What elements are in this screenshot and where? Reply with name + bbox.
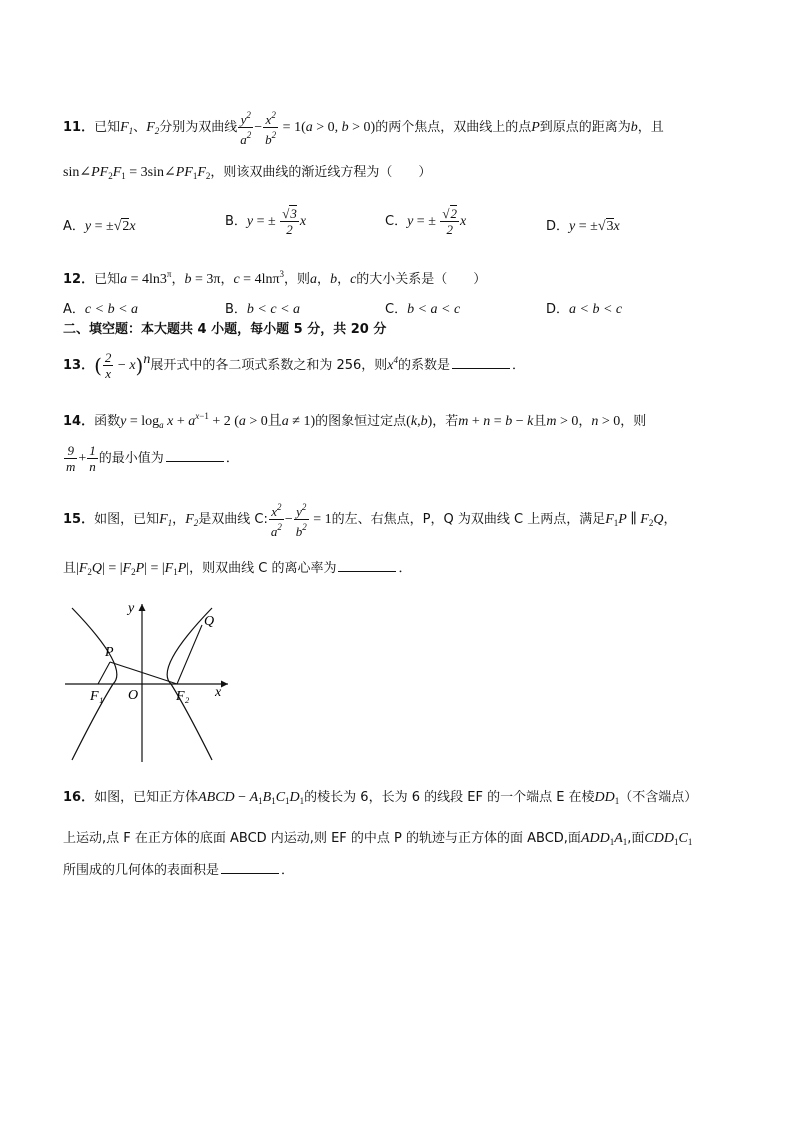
section-heading: 二、填空题：本大题共 4 小题，每小题 5 分，共 20 分 xyxy=(63,322,387,337)
q12-option-d: D．a < b < c xyxy=(546,302,623,317)
q13-line1: 13．( $\frac{2}{x}$ − x)$^n$展开式中的各二项式系数之和为 256，则$x^4$的系数是 ． xyxy=(63,350,526,381)
q11-line2: $\sin\angle PF_2F_1$ = $3\sin\angle PF_1F_2$，则该双曲线的渐近线方程为（ ） xyxy=(63,165,432,181)
q11-line1: 11．已知$F_1$、$F_2$分别为双曲线 $\frac{y^2}{a^2}$ − $\frac{x^2}{b^2}$ = 1(a > 0, b > 0)的两个焦点，双曲线上的点P到原点的距离为b，且 xyxy=(63,110,664,147)
answer-blank xyxy=(452,358,510,369)
q15-line1: 15．如图，已知$F_1$，$F_2$是双曲线 C: $\frac{x^2}{a^2}$ − $\frac{y^2}{b^2}$ = 1的左、右焦点，P，Q 为双曲线 C 上两点，满足$F_1P$ ∥ $F_2Q$， xyxy=(63,502,677,539)
label-f1: F₁ xyxy=(90,689,104,704)
label-o: O xyxy=(128,688,139,703)
q11-number: 11． xyxy=(63,120,95,135)
answer-blank xyxy=(338,561,396,572)
q11-option-d: D．y = ±√3x xyxy=(546,219,620,234)
q16-line1: 16．如图，已知正方体ABCD − $A_1B_1C_1D_1$的棱长为 6，长为 6 的线段 EF 的一个端点 E 在棱$DD_1$（不含端点） xyxy=(63,790,698,806)
fraction: $\frac{y^2}{a^2}$ xyxy=(240,110,252,147)
label-p: P xyxy=(105,645,114,660)
q12-option-b: B．b < c < a xyxy=(225,302,301,317)
q11-option-c: C．y = ± $\frac{√2}{2}$ x xyxy=(385,206,467,237)
label-x: x xyxy=(215,685,222,700)
q14-line2: $\frac{9}{m}$ + $\frac{1}{n}$ 的最小值为 ． xyxy=(66,443,239,474)
q14-line1: 14．函数$y = \log_a x + a^{x-1} + 2$ (a > 0且a ≠ 1)的图象恒过定点(k,b)，若m + n = b − k且m > 0，n > 0，则 xyxy=(63,411,647,430)
label-f2: F₂ xyxy=(176,689,190,704)
q16-line2: 上运动,点 F 在正方体的底面 ABCD 内运动,则 EF 的中点 P 的轨迹与正方体的面 ABCD,面$ADD_1A_1$,面$CDD_1C_1$ xyxy=(63,831,693,847)
label-y: y xyxy=(128,601,135,616)
q16-line3: 所围成的几何体的表面积是 ． xyxy=(63,863,295,878)
q12-option-a: A．c < b < a xyxy=(63,302,139,317)
q15-line2: 且$|F_2Q| = |F_2P| = |F_1P|$，则双曲线 C 的离心率为 ． xyxy=(63,561,412,577)
q11-option-b: B．y = ± $\frac{√3}{2}$ x xyxy=(225,206,307,237)
q11-option-a: A．y = ±√2x xyxy=(63,219,136,234)
segment-f1p xyxy=(98,662,110,684)
label-q: Q xyxy=(204,614,215,629)
q12-option-c: C．b < a < c xyxy=(385,302,461,317)
q12-line1: 12．已知$a = 4\ln 3^\pi$，b = 3π，c = 4lnπ$^3$，则a，b，c的大小关系是（ ） xyxy=(63,269,487,287)
answer-blank xyxy=(166,451,224,462)
hyperbola-figure xyxy=(60,598,240,766)
answer-blank xyxy=(221,863,279,874)
